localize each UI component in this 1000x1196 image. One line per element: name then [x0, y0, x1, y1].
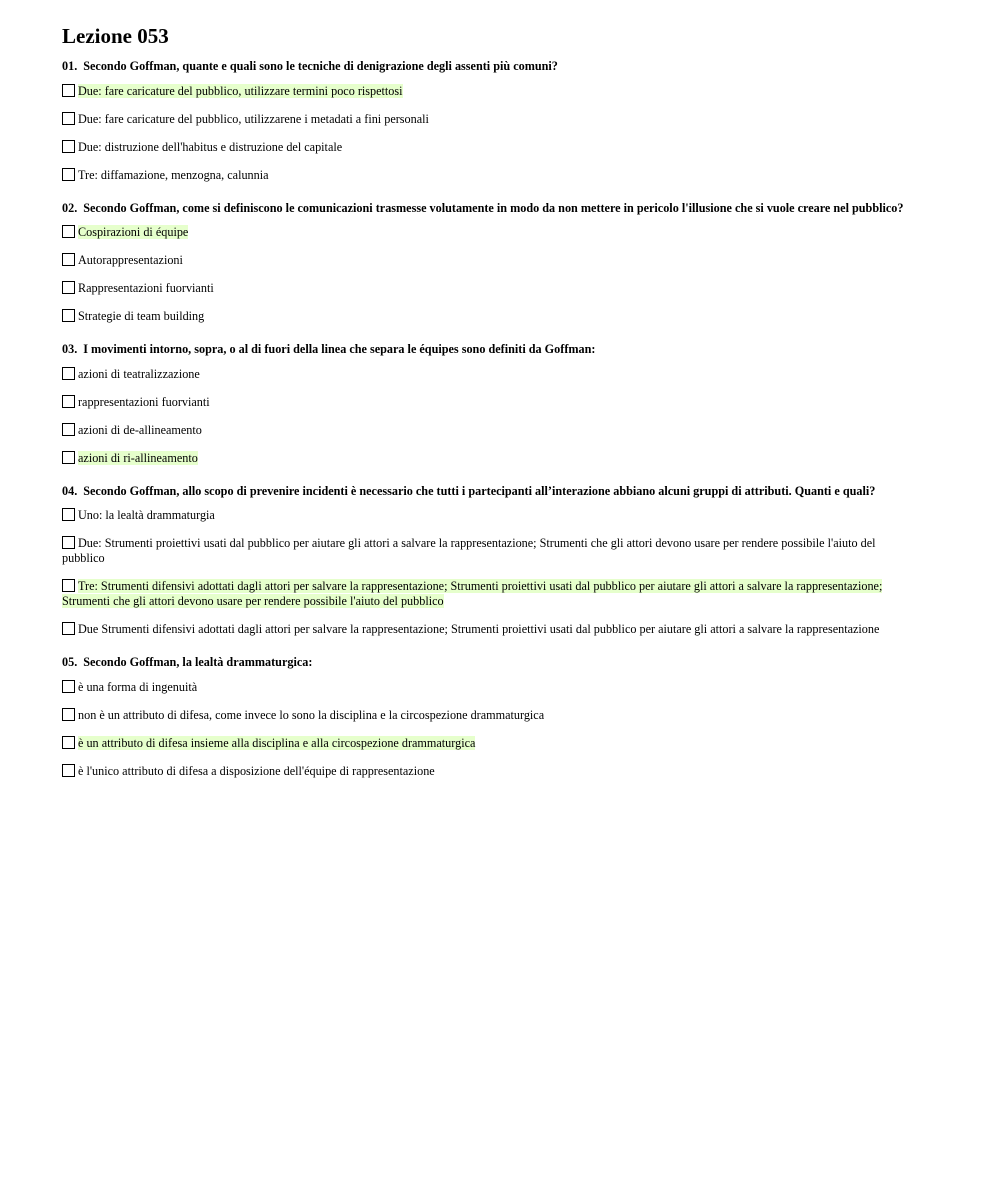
- correct-answer-text: è un attributo di difesa insieme alla disciplina e alla circospezione drammaturgica: [78, 735, 476, 750]
- question-text: [62, 484, 912, 499]
- answer-checkbox[interactable]: [62, 309, 75, 322]
- question-number: 04.: [62, 483, 78, 498]
- answer-option: [62, 579, 912, 609]
- answer-option: [62, 112, 912, 127]
- answer-option: [62, 253, 912, 268]
- answer-checkbox[interactable]: [62, 168, 75, 181]
- question-5: [62, 655, 912, 779]
- answer-checkbox[interactable]: [62, 764, 75, 777]
- answer-checkbox[interactable]: [62, 423, 75, 436]
- question-label: I movimenti intorno, sopra, o al di fuori della linea che separa le équipes sono definiti da Goffman:: [83, 342, 596, 356]
- answer-text: Rappresentazioni fuorvianti: [78, 281, 214, 295]
- answer-text: rappresentazioni fuorvianti: [78, 394, 210, 409]
- answer-text: è una forma di ingenuità: [78, 679, 198, 694]
- correct-answer-text: Tre: Strumenti difensivi adottati dagli attori per salvare la rappresentazione; Strumenti proiettivi usati dal pubblico per aiutare gli attori a salvare la rappresentazione; Strumenti che gli attori devono usare per rendere possibile l'aiuto del pubblico: [62, 579, 883, 608]
- answer-checkbox[interactable]: [62, 622, 75, 635]
- question-number: 05.: [62, 655, 78, 669]
- answer-checkbox[interactable]: [62, 508, 75, 521]
- answer-option: [62, 423, 912, 438]
- answer-option: [62, 536, 912, 566]
- answer-checkbox[interactable]: [62, 451, 75, 464]
- answer-option: [62, 140, 912, 155]
- answer-checkbox[interactable]: [62, 536, 75, 549]
- answer-option: [62, 168, 912, 183]
- question-2: [62, 201, 912, 325]
- question-text: [62, 59, 912, 74]
- answer-option: [62, 367, 912, 382]
- answer-option: [62, 395, 912, 410]
- question-label: Secondo Goffman, quante e quali sono le tecniche di denigrazione degli assenti più comuni?: [83, 59, 558, 73]
- answer-checkbox[interactable]: [62, 84, 75, 97]
- question-text: [62, 201, 912, 216]
- answer-option: [62, 451, 912, 466]
- page-title: Lezione 053: [62, 24, 169, 48]
- question-4: [62, 484, 912, 638]
- question-number: 02.: [62, 200, 78, 215]
- answer-text: Due Strumenti difensivi adottati dagli attori per salvare la rappresentazione; Strumenti proiettivi usati dal pubblico per aiutare gli attori a salvare la rappresentazione: [78, 622, 880, 636]
- answer-checkbox[interactable]: [62, 253, 75, 266]
- answer-text: Autorappresentazioni: [78, 253, 183, 267]
- answer-option: [62, 508, 912, 523]
- answer-checkbox[interactable]: [62, 367, 75, 380]
- question-number: 03.: [62, 342, 78, 356]
- answer-option: [62, 225, 912, 240]
- answer-checkbox[interactable]: [62, 736, 75, 749]
- answer-text: è l'unico attributo di difesa a disposizione dell'équipe di rappresentazione: [78, 763, 435, 778]
- answer-option: [62, 764, 912, 779]
- answer-option: [62, 680, 912, 695]
- answer-checkbox[interactable]: [62, 112, 75, 125]
- answer-checkbox[interactable]: [62, 680, 75, 693]
- answer-option: [62, 708, 912, 723]
- answer-text: Due: fare caricature del pubblico, utilizzarene i metadati a fini personali: [78, 111, 429, 126]
- question-3: [62, 342, 912, 466]
- correct-answer-text: Due: fare caricature del pubblico, utilizzare termini poco rispettosi: [78, 83, 403, 98]
- question-text: [62, 342, 912, 357]
- correct-answer-text: azioni di ri-allineamento: [78, 450, 198, 465]
- answer-option: [62, 309, 912, 324]
- answer-option: [62, 84, 912, 99]
- answer-checkbox[interactable]: [62, 395, 75, 408]
- question-label: Secondo Goffman, la lealtà drammaturgica:: [83, 655, 313, 669]
- answer-option: [62, 622, 912, 637]
- answer-checkbox[interactable]: [62, 281, 75, 294]
- answer-text: non è un attributo di difesa, come invece lo sono la disciplina e la circospezione drammaturgica: [78, 707, 545, 722]
- answer-text: Tre: diffamazione, menzogna, calunnia: [78, 167, 269, 182]
- correct-answer-text: Cospirazioni di équipe: [78, 225, 189, 239]
- answer-text: azioni di de-allineamento: [78, 422, 202, 437]
- question-number: 01.: [62, 59, 78, 73]
- answer-option: [62, 281, 912, 296]
- answer-option: [62, 736, 912, 751]
- answer-text: Uno: la lealtà drammaturgia: [78, 508, 215, 522]
- answer-checkbox[interactable]: [62, 708, 75, 721]
- question-text: [62, 655, 912, 670]
- question-list: [62, 59, 912, 779]
- answer-text: Strategie di team building: [78, 309, 205, 323]
- answer-text: Due: Strumenti proiettivi usati dal pubblico per aiutare gli attori a salvare la rappresentazione; Strumenti che gli attori devono usare per rendere possibile l'aiuto del pubblico: [62, 536, 876, 565]
- answer-text: Due: distruzione dell'habitus e distruzione del capitale: [78, 139, 343, 154]
- quiz-page: [62, 24, 912, 797]
- question-label: Secondo Goffman, allo scopo di prevenire incidenti è necessario che tutti i partecipanti all’interazione abbiano alcuni gruppi di attributi. Quanti e quali?: [83, 483, 876, 498]
- question-label: Secondo Goffman, come si definiscono le comunicazioni trasmesse volutamente in modo da non mettere in pericolo l'illusione che si vuole creare nel pubblico?: [83, 200, 904, 215]
- answer-text: azioni di teatralizzazione: [78, 366, 200, 381]
- answer-checkbox[interactable]: [62, 579, 75, 592]
- answer-checkbox[interactable]: [62, 140, 75, 153]
- answer-checkbox[interactable]: [62, 225, 75, 238]
- question-1: [62, 59, 912, 183]
